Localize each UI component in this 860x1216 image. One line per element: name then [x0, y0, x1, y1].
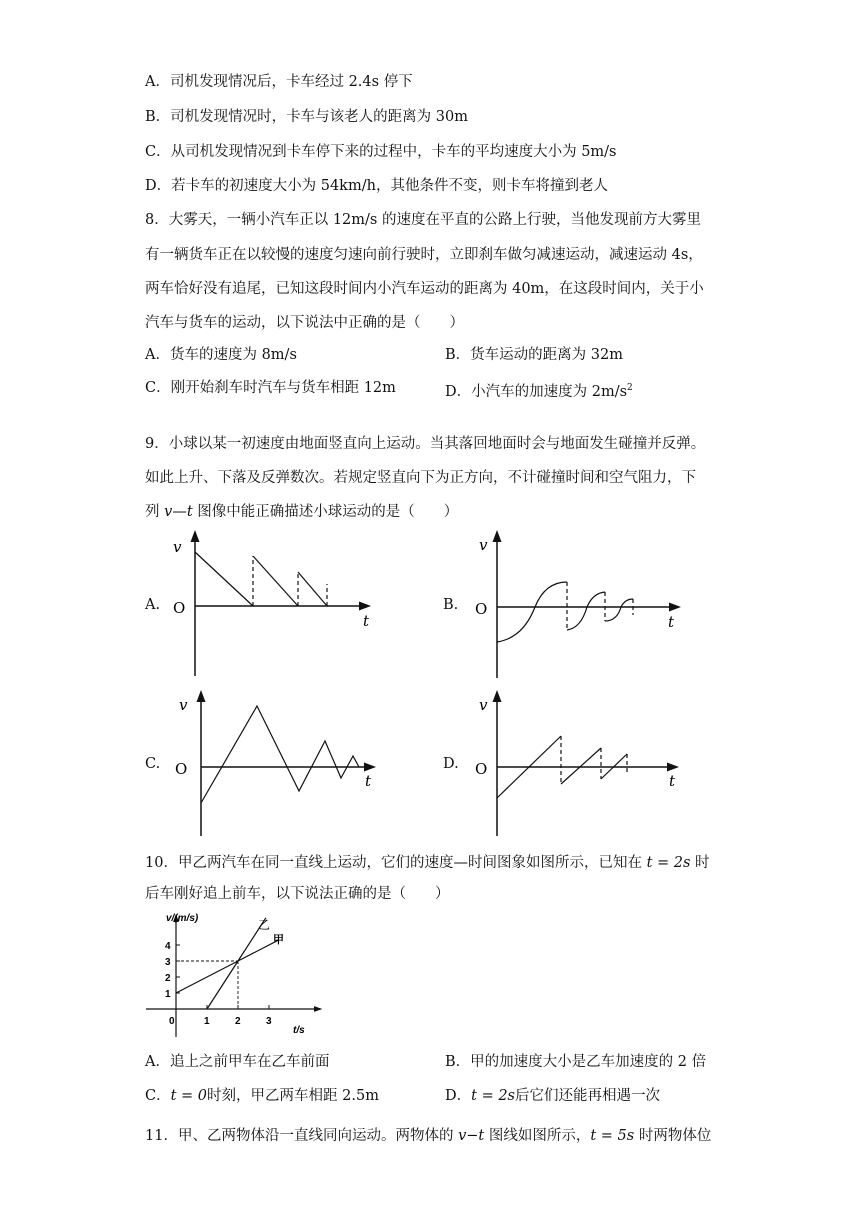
q10-xtick-label: 0 [169, 1016, 175, 1027]
q9-stem-line2: 如此上升、下落及反弹数次。若规定竖直向下为正方向，不计碰撞时间和空气阻力，下 [145, 470, 696, 486]
q10-vt-chart [140, 912, 330, 1047]
q10-option-d-pre: D． [445, 1088, 472, 1104]
q10-option-b: B．甲的加速度大小是乙车加速度的 2 倍 [445, 1054, 707, 1070]
q8-stem-line4: 汽车与货车的运动，以下说法中正确的是（ ） [145, 315, 464, 331]
q10-option-d-math: t = 2s [471, 1088, 516, 1104]
q11-stem-post: 时两物体位 [634, 1128, 712, 1144]
q9-fig-c-axis-t: t [365, 772, 372, 790]
q9-figure-a [165, 530, 380, 680]
q7-option-a: A．司机发现情况后，卡车经过 2.4s 停下 [145, 74, 413, 90]
q10-series-line-0 [176, 940, 278, 993]
q10-option-a: A．追上之前甲车在乙车前面 [145, 1054, 330, 1070]
q10-option-c-pre: C． [145, 1088, 171, 1104]
q9-figure-b [465, 530, 685, 680]
q10-option-c-math1: t = 0 [170, 1088, 208, 1104]
q9-fig-d-label: D. [443, 756, 459, 772]
q10-series-jia-label: 甲 [273, 933, 284, 946]
q9-fig-b-label: B. [443, 597, 459, 613]
q10-option-c [145, 1086, 379, 1106]
q10-option-c-mid: 时刻，甲乙两车相距 [207, 1088, 343, 1104]
q9-fig-c-label: C. [145, 756, 161, 772]
q10-chart-xlabel: t/s [293, 1025, 305, 1036]
q8-stem-line1: 8．大雾天，一辆小汽车正以 12m/s 的速度在平直的公路上行驶，当他发现前方大雾里 [145, 212, 701, 228]
q9-stem-post: 图像中能正确描述小球运动的是（ ） [192, 504, 459, 520]
q9-fig-b-axis-t: t [668, 613, 675, 631]
q10-stem-pre: 10．甲乙两汽车在同一直线上运动，它们的速度—时间图象如图所示，已知在 [145, 855, 647, 871]
q9-fig-a-axis-v: v [173, 538, 182, 556]
q10-option-c-math2: 2.5m [342, 1088, 379, 1104]
q7-option-b: B．司机发现情况时，卡车与该老人的距离为 30m [145, 109, 468, 125]
q7-option-d: D．若卡车的初速度大小为 54km/h，其他条件不变，则卡车将撞到老人 [145, 178, 608, 194]
q10-stem-line2: 后车刚好追上前车，以下说法正确的是（ ） [145, 886, 450, 902]
q8-option-b: B．货车运动的距离为 32m [445, 347, 623, 363]
q7-option-c: C．从司机发现情况到卡车停下来的过程中，卡车的平均速度大小为 5m/s [145, 144, 617, 160]
q9-fig-d-axis-t: t [669, 772, 676, 790]
q9-fig-a-axis-t: t [363, 612, 370, 630]
q9-fig-c-axis-v: v [179, 696, 188, 714]
q8-option-a: A．货车的速度为 8m/s [145, 347, 297, 363]
q8-option-d [445, 378, 633, 402]
q11-stem-math: v−t [458, 1128, 485, 1144]
q10-xtick-label: 3 [266, 1016, 272, 1027]
q9-stem-t: t [186, 504, 193, 520]
q10-option-d [445, 1086, 660, 1106]
q10-stem-math: t = 2s [646, 855, 691, 871]
q11-stem-mid: 图线如图所示， [484, 1128, 591, 1144]
q9-figure-c [165, 690, 380, 840]
q10-stem-line1 [145, 853, 710, 873]
q8-stem-line3: 两车恰好没有追尾，已知这段时间内小汽车运动的距离为 40m，在这段时间内，关于小 [145, 281, 704, 297]
q10-chart-ylabel: v/(m/s) [166, 913, 199, 924]
q8-option-d-text: D．小汽车的加速度为 2m/s [445, 383, 628, 400]
q10-stem-post: 时 [690, 855, 710, 871]
q8-stem-line2: 有一辆货车正在以较慢的速度匀速向前行驶时，立即刹车做匀减速运动，减速运动 4s， [145, 247, 703, 263]
q10-ytick-label: 4 [165, 941, 171, 952]
q11-stem-math2: t = 5s [590, 1128, 635, 1144]
q10-chart-svg [140, 912, 330, 1047]
q9-stem-dash: — [172, 504, 187, 520]
q10-xtick-label: 2 [235, 1016, 241, 1027]
q9-stem-line3 [145, 502, 458, 522]
q10-ytick-label: 1 [165, 989, 171, 1000]
q9-stem-v: v [164, 504, 173, 520]
q10-ytick-label: 2 [165, 973, 171, 984]
q9-fig-d-axis-v: v [479, 696, 488, 714]
q9-fig-b-axis-v: v [479, 536, 488, 554]
q9-fig-d-origin: O [475, 760, 488, 778]
q9-fig-c-origin: O [175, 760, 188, 778]
q9-stem-pre: 列 [145, 504, 165, 520]
q10-ytick-label: 3 [165, 957, 171, 968]
q9-fig-a-origin: O [173, 599, 186, 617]
q10-option-d-post: 后它们还能再相遇一次 [515, 1088, 661, 1104]
q10-series-yi-label: 乙 [258, 918, 271, 932]
q9-stem-line1: 9．小球以某一初速度由地面竖直向上运动。当其落回地面时会与地面发生碰撞并反弹。 [145, 436, 706, 452]
q8-option-d-sup: 2 [627, 383, 633, 393]
q9-fig-b-origin: O [475, 600, 488, 618]
q8-option-c: C．刚开始刹车时汽车与货车相距 12m [145, 380, 396, 396]
q10-xtick-label: 1 [204, 1016, 210, 1027]
q11-stem-line1 [145, 1126, 711, 1146]
q11-stem-pre: 11．甲、乙两物体沿一直线同向运动。两物体的 [145, 1128, 459, 1144]
q9-figure-d [465, 690, 685, 840]
q9-fig-a-label: A. [145, 597, 161, 613]
